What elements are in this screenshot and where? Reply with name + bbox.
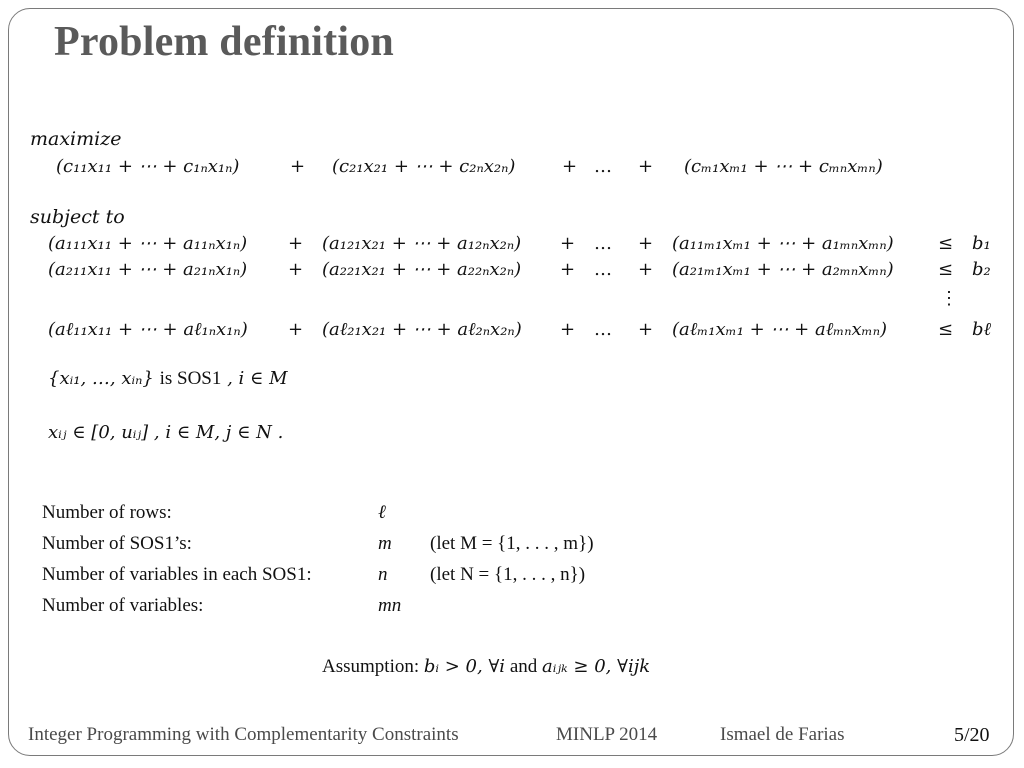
footer-event: MINLP 2014: [556, 724, 658, 745]
maximize-keyword: maximize: [30, 128, 122, 150]
definition-label-total-vars: Number of variables:: [42, 595, 204, 616]
row-ell-leq: ≤: [938, 319, 954, 340]
row-2-term-3: (a₂₁ₘ₁xₘ₁ + ⋯ + a₂ₘₙxₘₙ): [672, 259, 894, 280]
row-2-dots: …: [594, 259, 612, 280]
sos-index: , i ∈ M: [227, 368, 288, 389]
assumption: [322, 656, 650, 678]
row-1-plus-2: +: [560, 233, 576, 254]
footer-author: Ismael de Farias: [720, 724, 845, 745]
definition-value-rows: ℓ: [378, 502, 386, 523]
sos-constraint: [48, 368, 288, 390]
row-ell-dots: …: [594, 319, 612, 340]
objective-dots: …: [594, 156, 612, 177]
assumption-expr-1: bᵢ > 0, ∀i: [423, 656, 506, 677]
subject-to-keyword: subject to: [30, 206, 125, 228]
row-1-rhs: b₁: [972, 233, 991, 254]
row-ell-term-2: (aℓ₂₁x₂₁ + ⋯ + aℓ₂ₙx₂ₙ): [322, 319, 522, 340]
objective-plus-3: +: [638, 156, 654, 177]
row-2-term-2: (a₂₂₁x₂₁ + ⋯ + a₂₂ₙx₂ₙ): [322, 259, 522, 280]
row-1-leq: ≤: [938, 233, 954, 254]
sos-text: is SOS1: [159, 368, 222, 389]
definition-label-rows: Number of rows:: [42, 502, 172, 523]
row-2-plus-3: +: [638, 259, 654, 280]
row-ell-plus-1: +: [288, 319, 304, 340]
assumption-and: and: [509, 656, 538, 677]
bounds-constraint: xᵢⱼ ∈ [0, uᵢⱼ] , i ∈ M, j ∈ N .: [48, 422, 284, 443]
footer-course: Integer Programming with Complementarity Constraints: [28, 724, 459, 745]
row-ell-plus-3: +: [638, 319, 654, 340]
definition-value-vars-per-sos: n: [378, 564, 388, 585]
row-1-plus-3: +: [638, 233, 654, 254]
row-2-plus-1: +: [288, 259, 304, 280]
sos-set: {xᵢ₁, …, xᵢₙ}: [48, 368, 154, 389]
definition-value-total-vars: mn: [378, 595, 402, 616]
row-1-term-2: (a₁₂₁x₂₁ + ⋯ + a₁₂ₙx₂ₙ): [322, 233, 522, 254]
row-2-leq: ≤: [938, 259, 954, 280]
definition-label-vars-per-sos: Number of variables in each SOS1:: [42, 564, 312, 585]
definition-value-sos: m: [378, 533, 392, 554]
definition-label-sos: Number of SOS1’s:: [42, 533, 192, 554]
row-ell-plus-2: +: [560, 319, 576, 340]
vertical-dots: ⋮: [940, 288, 958, 309]
objective-term-3: (cₘ₁xₘ₁ + ⋯ + cₘₙxₘₙ): [684, 156, 883, 177]
row-1-dots: …: [594, 233, 612, 254]
row-ell-term-1: (aℓ₁₁x₁₁ + ⋯ + aℓ₁ₙx₁ₙ): [48, 319, 248, 340]
row-1-term-1: (a₁₁₁x₁₁ + ⋯ + a₁₁ₙx₁ₙ): [48, 233, 248, 254]
assumption-expr-2: aᵢⱼₖ ≥ 0, ∀ijk: [542, 656, 651, 677]
objective-plus-2: +: [562, 156, 578, 177]
page-number: 5/20: [954, 724, 990, 746]
row-2-term-1: (a₂₁₁x₁₁ + ⋯ + a₂₁ₙx₁ₙ): [48, 259, 248, 280]
row-ell-rhs: bℓ: [972, 319, 992, 340]
objective-term-2: (c₂₁x₂₁ + ⋯ + c₂ₙx₂ₙ): [332, 156, 516, 177]
definition-note-sos: (let M = {1, . . . , m}): [430, 533, 594, 554]
row-1-plus-1: +: [288, 233, 304, 254]
assumption-prefix: Assumption:: [322, 656, 420, 677]
row-1-term-3: (a₁₁ₘ₁xₘ₁ + ⋯ + a₁ₘₙxₘₙ): [672, 233, 894, 254]
row-2-plus-2: +: [560, 259, 576, 280]
row-ell-term-3: (aℓₘ₁xₘ₁ + ⋯ + aℓₘₙxₘₙ): [672, 319, 888, 340]
row-2-rhs: b₂: [972, 259, 991, 280]
slide-title: Problem definition: [54, 19, 394, 65]
objective-plus-1: +: [290, 156, 306, 177]
objective-term-1: (c₁₁x₁₁ + ⋯ + c₁ₙx₁ₙ): [56, 156, 240, 177]
definition-note-vars-per-sos: (let N = {1, . . . , n}): [430, 564, 586, 585]
